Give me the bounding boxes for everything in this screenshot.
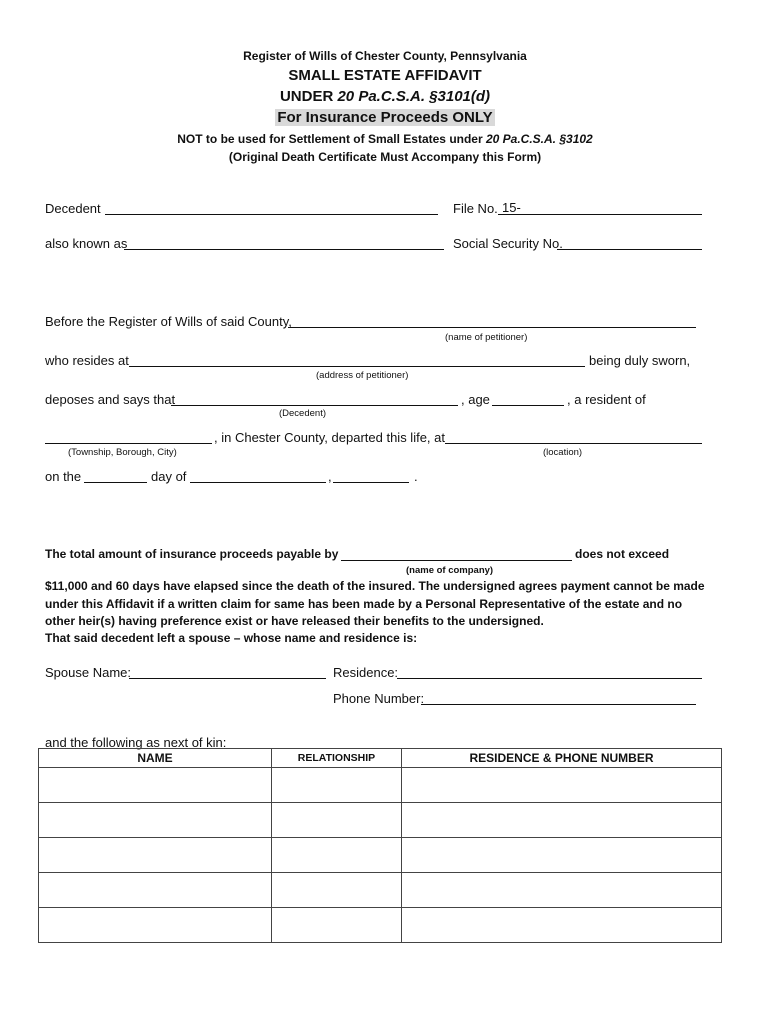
spouse-name-label: Spouse Name: [45, 665, 131, 680]
kin-residence-cell[interactable] [402, 873, 722, 908]
insurance-only-highlight: For Insurance Proceeds ONLY [277, 109, 493, 126]
kin-relationship-cell[interactable] [272, 803, 402, 838]
decedent-label: Decedent [45, 201, 101, 216]
next-of-kin-intro: and the following as next of kin: [45, 735, 227, 750]
decedent-field[interactable] [105, 201, 438, 215]
company-caption: (name of company) [406, 565, 494, 576]
proceeds-line-3: other heir(s) having preference exist or have released their benefits to the undersigned. [45, 614, 544, 628]
statute-reference: 20 Pa.C.S.A. §3101(d) [337, 88, 491, 105]
comma-text: , [328, 469, 332, 484]
kin-residence-cell[interactable] [402, 803, 722, 838]
location-field[interactable] [445, 430, 702, 444]
township-field[interactable] [45, 430, 212, 444]
spouse-name-field[interactable] [129, 665, 326, 679]
table-row [39, 908, 722, 943]
kin-residence-cell[interactable] [402, 838, 722, 873]
not-used-statute: 20 Pa.C.S.A. §3102 [485, 132, 593, 146]
kin-relationship-cell[interactable] [272, 838, 402, 873]
petitioner-address-field[interactable] [129, 353, 585, 367]
month-field[interactable] [190, 469, 326, 483]
spouse-phone-field[interactable] [421, 691, 696, 705]
kin-name-cell[interactable] [39, 873, 272, 908]
age-field[interactable] [492, 392, 564, 406]
chester-county-text: , in Chester County, departed this life, at [214, 430, 445, 445]
ssn-field[interactable] [557, 236, 702, 250]
day-of-text: day of [151, 469, 187, 484]
proceeds-line-1: $11,000 and 60 days have elapsed since the death of the insured. The undersigned agrees payment cannot be made [45, 579, 705, 593]
township-caption: (Township, Borough, City) [68, 447, 177, 458]
decedent-name-field[interactable] [171, 392, 458, 406]
before-register-text: Before the Register of Wills of said County, [45, 314, 292, 329]
kin-relationship-cell[interactable] [272, 768, 402, 803]
certificate-note: (Original Death Certificate Must Accompany this Form) [228, 150, 542, 164]
file-no-value: 15- [502, 200, 521, 215]
not-used-prefix: NOT to be used for Settlement of Small Estates under [177, 132, 486, 146]
decedent-caption: (Decedent) [279, 408, 326, 419]
address-caption: (address of petitioner) [316, 370, 409, 381]
duly-sworn-text: being duly sworn, [589, 353, 691, 368]
statute-prefix: UNDER [279, 88, 338, 105]
period-text: . [414, 469, 418, 484]
ssn-label: Social Security No. [453, 236, 563, 251]
table-row [39, 838, 722, 873]
proceeds-line-4: That said decedent left a spouse – whose name and residence is: [45, 631, 418, 645]
table-row [39, 803, 722, 838]
aka-field[interactable] [124, 236, 444, 250]
does-not-exceed-text: does not exceed [575, 547, 670, 561]
column-header-name: NAME [39, 749, 272, 768]
year-field[interactable] [333, 469, 409, 483]
location-caption: (location) [543, 447, 583, 458]
table-header-row [39, 749, 722, 768]
resident-of-text: , a resident of [567, 392, 646, 407]
company-name-field[interactable] [341, 547, 572, 561]
spouse-phone-label: Phone Number: [333, 691, 425, 706]
form-title: SMALL ESTATE AFFIDAVIT [288, 67, 482, 84]
table-row [39, 768, 722, 803]
day-field[interactable] [84, 469, 147, 483]
file-no-label: File No. [453, 201, 498, 216]
next-of-kin-table [38, 748, 722, 943]
proceeds-line-2: under this Affidavit if a written claim for same has been made by a Personal Representative of the estate and no [45, 597, 683, 611]
file-no-field[interactable] [498, 201, 702, 215]
deposes-text: deposes and says that [45, 392, 176, 407]
petitioner-name-caption: (name of petitioner) [445, 332, 528, 343]
kin-relationship-cell[interactable] [272, 873, 402, 908]
not-used-notice [0, 132, 770, 146]
insurance-only-heading [0, 109, 770, 126]
aka-label: also known as [45, 236, 128, 251]
petitioner-name-field[interactable] [288, 314, 696, 328]
age-label: , age [461, 392, 490, 407]
table-row [39, 873, 722, 908]
kin-residence-cell[interactable] [402, 908, 722, 943]
column-header-relationship: RELATIONSHIP [272, 749, 402, 768]
spouse-residence-label: Residence: [333, 665, 399, 680]
kin-name-cell[interactable] [39, 803, 272, 838]
kin-name-cell[interactable] [39, 838, 272, 873]
statute-heading [0, 88, 770, 105]
on-the-text: on the [45, 469, 82, 484]
spouse-residence-field[interactable] [397, 665, 702, 679]
kin-name-cell[interactable] [39, 908, 272, 943]
kin-residence-cell[interactable] [402, 768, 722, 803]
who-resides-text: who resides at [45, 353, 129, 368]
register-heading: Register of Wills of Chester County, Pennsylvania [243, 49, 527, 63]
kin-name-cell[interactable] [39, 768, 272, 803]
column-header-residence-phone: RESIDENCE & PHONE NUMBER [402, 749, 722, 768]
kin-relationship-cell[interactable] [272, 908, 402, 943]
total-amount-text: The total amount of insurance proceeds payable by [45, 547, 339, 561]
